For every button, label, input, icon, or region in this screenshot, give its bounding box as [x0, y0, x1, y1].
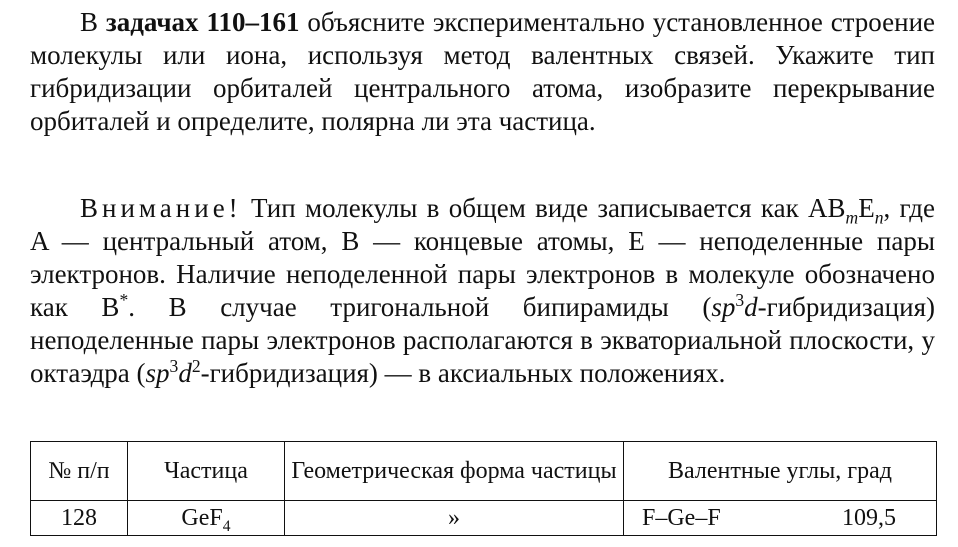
symbol-e: E: [858, 193, 875, 223]
sp-symbol-2: sp: [145, 358, 170, 388]
cell-shape: »: [285, 501, 624, 536]
cell-angles: [624, 501, 937, 536]
d-symbol-2: d: [178, 358, 192, 388]
superscript-3-b: 3: [169, 356, 179, 376]
sp-symbol: sp: [711, 292, 736, 322]
header-num: № п/п: [31, 442, 128, 501]
note-text-3: . В случае тригональной бипирамиды (: [128, 292, 712, 322]
subscript-m: m: [845, 207, 859, 228]
data-table: [30, 441, 937, 536]
header-shape: Геометрическая форма частицы: [285, 442, 624, 501]
table-row: [31, 501, 937, 536]
note-text-1: Тип молекулы в общем виде записывается как AB: [241, 193, 846, 223]
subscript-n: n: [874, 207, 884, 228]
note-text-2: , где A — центральный атом, B — концевые атомы, E — неподеленные пары электронов. Наличие неподеленной пары электронов в молекуле обозначено как B: [30, 193, 935, 322]
angle-value: 109,5: [842, 505, 896, 531]
header-particle: Частица: [128, 442, 285, 501]
superscript-2: 2: [191, 356, 201, 376]
intro-text: объясните экспериментально установленное строение молекулы или иона, используя метод валентных связей. Укажите тип гибридизации орбиталей центрального атома, изобразите перекрывание орбиталей и определите, полярна ли эта частица.: [30, 7, 935, 136]
note-text-4: -гибридизация) неподеленные пары электронов располагаются в экваториальной плоскости, у октаэдра (: [30, 292, 935, 388]
asterisk-superscript: *: [119, 290, 129, 310]
angle-name: F–Ge–F: [642, 505, 721, 531]
attention-label: Внимание!: [80, 193, 242, 223]
note-paragraph: [30, 192, 935, 390]
note-text-5: -гибридизация) — в аксиальных положениях.: [200, 358, 726, 388]
superscript-3: 3: [735, 290, 745, 310]
task-range: задачах 110–161: [105, 7, 300, 37]
intro-word: В: [80, 7, 99, 37]
cell-num: 128: [31, 501, 128, 536]
particle-formula: GeF: [181, 505, 223, 531]
intro-paragraph: [30, 6, 935, 138]
d-symbol: d: [744, 292, 758, 322]
header-angles: Валентные углы, град: [624, 442, 937, 501]
table-header-row: [31, 442, 937, 501]
cell-particle: [128, 501, 285, 536]
particle-subscript: 4: [222, 517, 231, 535]
